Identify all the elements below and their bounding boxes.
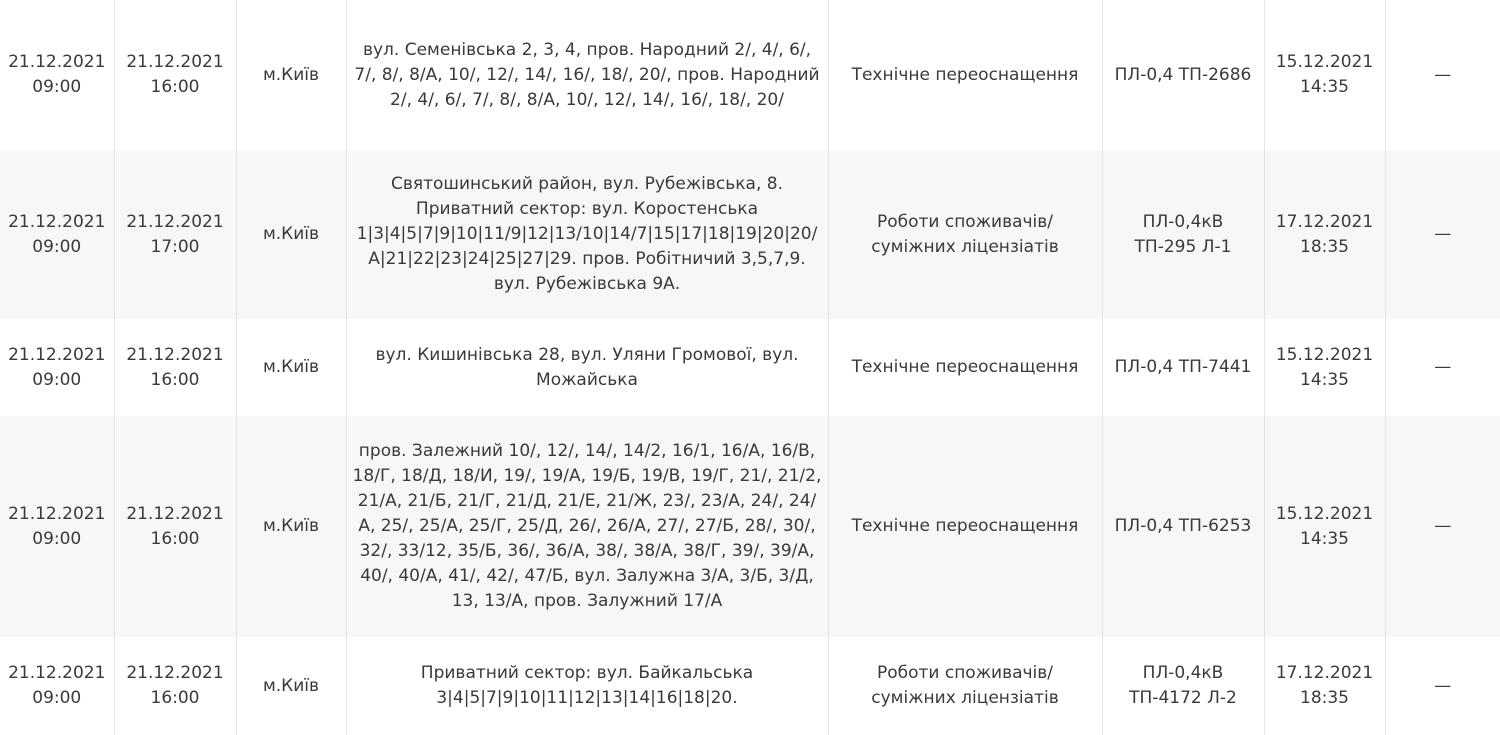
line-cell [1102, 150, 1264, 319]
start-cell [0, 0, 114, 150]
created-date: 17.12.2021 [1275, 663, 1374, 683]
start-date: 21.12.2021 [8, 52, 106, 72]
end-cell [114, 319, 236, 416]
address-cell: вул. Семенівська 2, 3, 4, пров. Народний 2/, 4/, 6/, 7/, 8/, 8/А, 10/, 12/, 14/, 16/, 18/, 20/, пров. Народний 2/, 4/, 6/, 7/, 8/, 8/А, 10/, 12/, 14/, 16/, 18/, 20/ [346, 0, 828, 150]
extra-cell: — [1385, 416, 1500, 637]
line-name: ПЛ-0,4 ТП-6253 [1114, 516, 1252, 536]
city-cell: м.Київ [236, 319, 346, 416]
city-cell: м.Київ [236, 0, 346, 150]
line-cell [1102, 0, 1264, 150]
end-date: 21.12.2021 [126, 663, 224, 683]
table-row [0, 150, 1500, 319]
end-date: 21.12.2021 [126, 344, 224, 365]
created-date: 15.12.2021 [1275, 503, 1374, 524]
address-cell: пров. Залежний 10/, 12/, 14/, 14/2, 16/1, 16/А, 16/В, 18/Г, 18/Д, 18/И, 19/, 19/А, 19/Б, 19/В, 19/Г, 21/, 21/2, 21/А, 21/Б, 21/Г, 21/Д, 21/Е, 21/Ж, 23/, 23/А, 24/, 24/А, 25/, 25/А, 25/Г, 25/Д, 26/, 26/А, 27/, 27/Б, 28/, 30/, 32/, 33/12, 35/Б, 36/, 36/А, 38/, 38/А, 38/Г, 39/, 39/А, 40/, 40/А, 41/, 42/, 47/Б, вул. Залужна 3/А, 3/Б, 3/Д, 13, 13/А, пров. Залужний 17/А [346, 416, 828, 637]
line-cell [1102, 637, 1264, 735]
created-cell [1264, 319, 1385, 416]
created-date: 15.12.2021 [1275, 52, 1374, 72]
start-date: 21.12.2021 [8, 663, 106, 683]
table-row [0, 0, 1500, 150]
table-row [0, 637, 1500, 735]
end-cell [114, 150, 236, 319]
created-date: 15.12.2021 [1275, 344, 1374, 365]
line-name: ПЛ-0,4кВ [1142, 211, 1224, 232]
end-date: 21.12.2021 [126, 52, 224, 72]
extra-cell: — [1385, 150, 1500, 319]
created-cell [1264, 0, 1385, 150]
work-type-cell: Технічне переоснащення [828, 319, 1102, 416]
line-name-2: ТП-295 Л-1 [1134, 236, 1232, 257]
line-name: ПЛ-0,4 ТП-2686 [1114, 64, 1252, 85]
table-row [0, 416, 1500, 637]
work-type-cell: Технічне переоснащення [828, 0, 1102, 150]
end-time: 16:00 [150, 688, 200, 708]
end-time: 16:00 [150, 369, 200, 390]
created-time: 14:35 [1300, 77, 1349, 97]
start-time: 09:00 [32, 77, 82, 97]
start-date: 21.12.2021 [8, 503, 106, 524]
created-time: 14:35 [1300, 369, 1349, 390]
start-date: 21.12.2021 [8, 211, 106, 232]
start-time: 09:00 [32, 528, 82, 549]
city-cell: м.Київ [236, 150, 346, 319]
created-cell [1264, 150, 1385, 319]
line-name-2: ТП-4172 Л-2 [1129, 688, 1237, 708]
created-time: 14:35 [1300, 528, 1349, 549]
end-time: 16:00 [150, 77, 200, 97]
start-cell [0, 150, 114, 319]
extra-cell: — [1385, 637, 1500, 735]
created-time: 18:35 [1300, 236, 1349, 257]
city-cell: м.Київ [236, 416, 346, 637]
end-time: 16:00 [150, 528, 200, 549]
end-date: 21.12.2021 [126, 211, 224, 232]
city-cell: м.Київ [236, 637, 346, 735]
start-cell [0, 319, 114, 416]
created-date: 17.12.2021 [1275, 211, 1374, 232]
created-time: 18:35 [1300, 688, 1349, 708]
end-cell [114, 0, 236, 150]
extra-cell: — [1385, 319, 1500, 416]
end-date: 21.12.2021 [126, 503, 224, 524]
start-cell [0, 416, 114, 637]
table-row [0, 319, 1500, 416]
created-cell [1264, 637, 1385, 735]
line-cell [1102, 319, 1264, 416]
extra-cell: — [1385, 0, 1500, 150]
start-time: 09:00 [32, 236, 82, 257]
start-date: 21.12.2021 [8, 344, 106, 365]
end-time: 17:00 [150, 236, 200, 257]
work-type-cell: Роботи споживачів/ суміжних ліцензіатів [828, 150, 1102, 319]
address-cell: Святошинський район, вул. Рубежівська, 8. Приватний сектор: вул. Коростенська 1|3|4|5|7|9|10|11/9|12|13/10|14/7|15|17|18|19|20|20/А|21|22|23|24|25|27|29. пров. Робітничий 3,5,7,9. вул. Рубежівська 9А. [346, 150, 828, 319]
address-cell: Приватний сектор: вул. Байкальська 3|4|5|7|9|10|11|12|13|14|16|18|20. [346, 637, 828, 735]
line-name: ПЛ-0,4кВ [1142, 663, 1224, 683]
line-cell [1102, 416, 1264, 637]
work-type-cell: Роботи споживачів/ суміжних ліцензіатів [828, 637, 1102, 735]
start-cell [0, 637, 114, 735]
start-time: 09:00 [32, 369, 82, 390]
line-name: ПЛ-0,4 ТП-7441 [1114, 357, 1252, 377]
created-cell [1264, 416, 1385, 637]
address-cell: вул. Кишинівська 28, вул. Уляни Громової, вул. Можайська [346, 319, 828, 416]
end-cell [114, 416, 236, 637]
work-type-cell: Технічне переоснащення [828, 416, 1102, 637]
start-time: 09:00 [32, 688, 82, 708]
end-cell [114, 637, 236, 735]
